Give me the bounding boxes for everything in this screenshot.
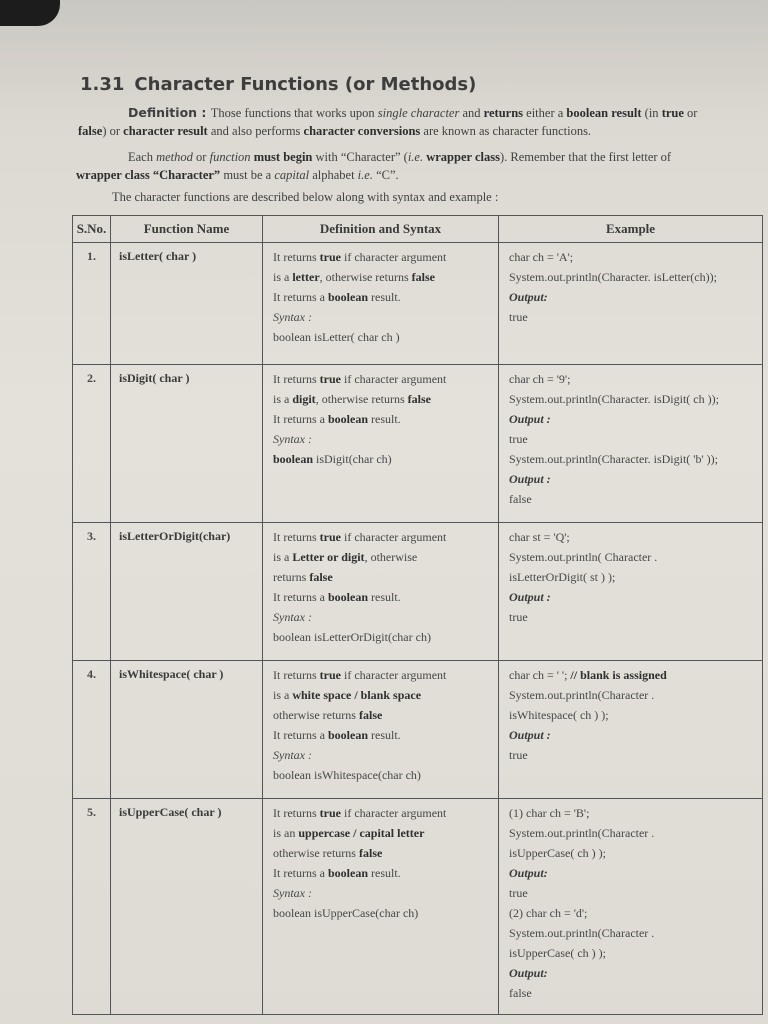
row-function-name: isWhitespace( char ): [111, 661, 263, 799]
row-sno: 2.: [73, 365, 111, 523]
syntax-signature: boolean isLetterOrDigit(char ch): [273, 630, 431, 644]
dark-corner-shadow: [0, 0, 60, 26]
row-sno: 5.: [73, 799, 111, 1015]
row-example: char st = 'Q'; System.out.println( Character . isLetterOrDigit( st ) ); Output : true: [499, 523, 763, 661]
intro-text: The character functions are described below along with syntax and example :: [112, 190, 499, 204]
row-function-name: isLetter( char ): [111, 243, 263, 365]
row-definition: It returns true if character argument is a white space / blank space otherwise returns false It returns a boolean result. Syntax : boolean isWhitespace(char ch): [263, 661, 499, 799]
syntax-signature: boolean isWhitespace(char ch): [273, 768, 421, 782]
row-definition: It returns true if character argument is a digit, otherwise returns false It returns a boolean result. Syntax : boolean isDigit(char ch): [263, 365, 499, 523]
section-title: Character Functions (or Methods): [134, 74, 477, 95]
table-header-row: [73, 216, 763, 243]
row-function-name: isDigit( char ): [111, 365, 263, 523]
character-functions-table: [72, 215, 763, 1015]
syntax-signature: boolean isLetter( char ch ): [273, 330, 400, 344]
syntax-signature: boolean isDigit(char ch): [273, 452, 392, 466]
note-line-1: Each method or function must begin with “Character” (i.e. wrapper class). Remember that the first letter of: [128, 150, 672, 164]
row-sno: 3.: [73, 523, 111, 661]
header-sno: S.No.: [73, 216, 111, 243]
header-example: Example: [499, 216, 763, 243]
row-example: (1) char ch = 'B'; System.out.println(Character . isUpperCase( ch ) ); Output: true (2) char ch = 'd'; System.out.println(Character . isUpperCase( ch ) ); Output: false: [499, 799, 763, 1015]
row-definition: It returns true if character argument is a Letter or digit, otherwise returns false It returns a boolean result. Syntax : boolean isLetterOrDigit(char ch): [263, 523, 499, 661]
section-heading: [80, 74, 476, 95]
table-row: [73, 799, 763, 1015]
row-sno: 4.: [73, 661, 111, 799]
table-row: [73, 523, 763, 661]
row-example: char ch = 'A'; System.out.println(Character. isLetter(ch)); Output: true: [499, 243, 763, 365]
header-definition: Definition and Syntax: [263, 216, 499, 243]
table-row: [73, 661, 763, 799]
definition-label: Definition: [128, 105, 198, 120]
row-sno: 1.: [73, 243, 111, 365]
row-definition: It returns true if character argument is an uppercase / capital letter otherwise returns false It returns a boolean result. Syntax : boolean isUpperCase(char ch): [263, 799, 499, 1015]
note-line-2: wrapper class “Character” must be a capital alphabet i.e. “C”.: [76, 168, 399, 182]
definition-line-1: Definition : Those functions that works upon single character and returns either a boolean result (in true or: [128, 105, 698, 120]
section-number: 1.31: [80, 74, 125, 95]
header-function-name: Function Name: [111, 216, 263, 243]
table-row: [73, 365, 763, 523]
syntax-signature: boolean isUpperCase(char ch): [273, 906, 419, 920]
row-definition: It returns true if character argument is a letter, otherwise returns false It returns a boolean result. Syntax : boolean isLetter( char ch ): [263, 243, 499, 365]
row-function-name: isLetterOrDigit(char): [111, 523, 263, 661]
row-example: char ch = '9'; System.out.println(Character. isDigit( ch )); Output : true System.out.println(Character. isDigit( 'b' )); Output : false: [499, 365, 763, 523]
row-example: char ch = ' '; // blank is assigned System.out.println(Character . isWhitespace( ch ) ); Output : true: [499, 661, 763, 799]
row-function-name: isUpperCase( char ): [111, 799, 263, 1015]
definition-line-2: false) or character result and also performs character conversions are known as character functions.: [78, 124, 592, 138]
table-row: [73, 243, 763, 365]
